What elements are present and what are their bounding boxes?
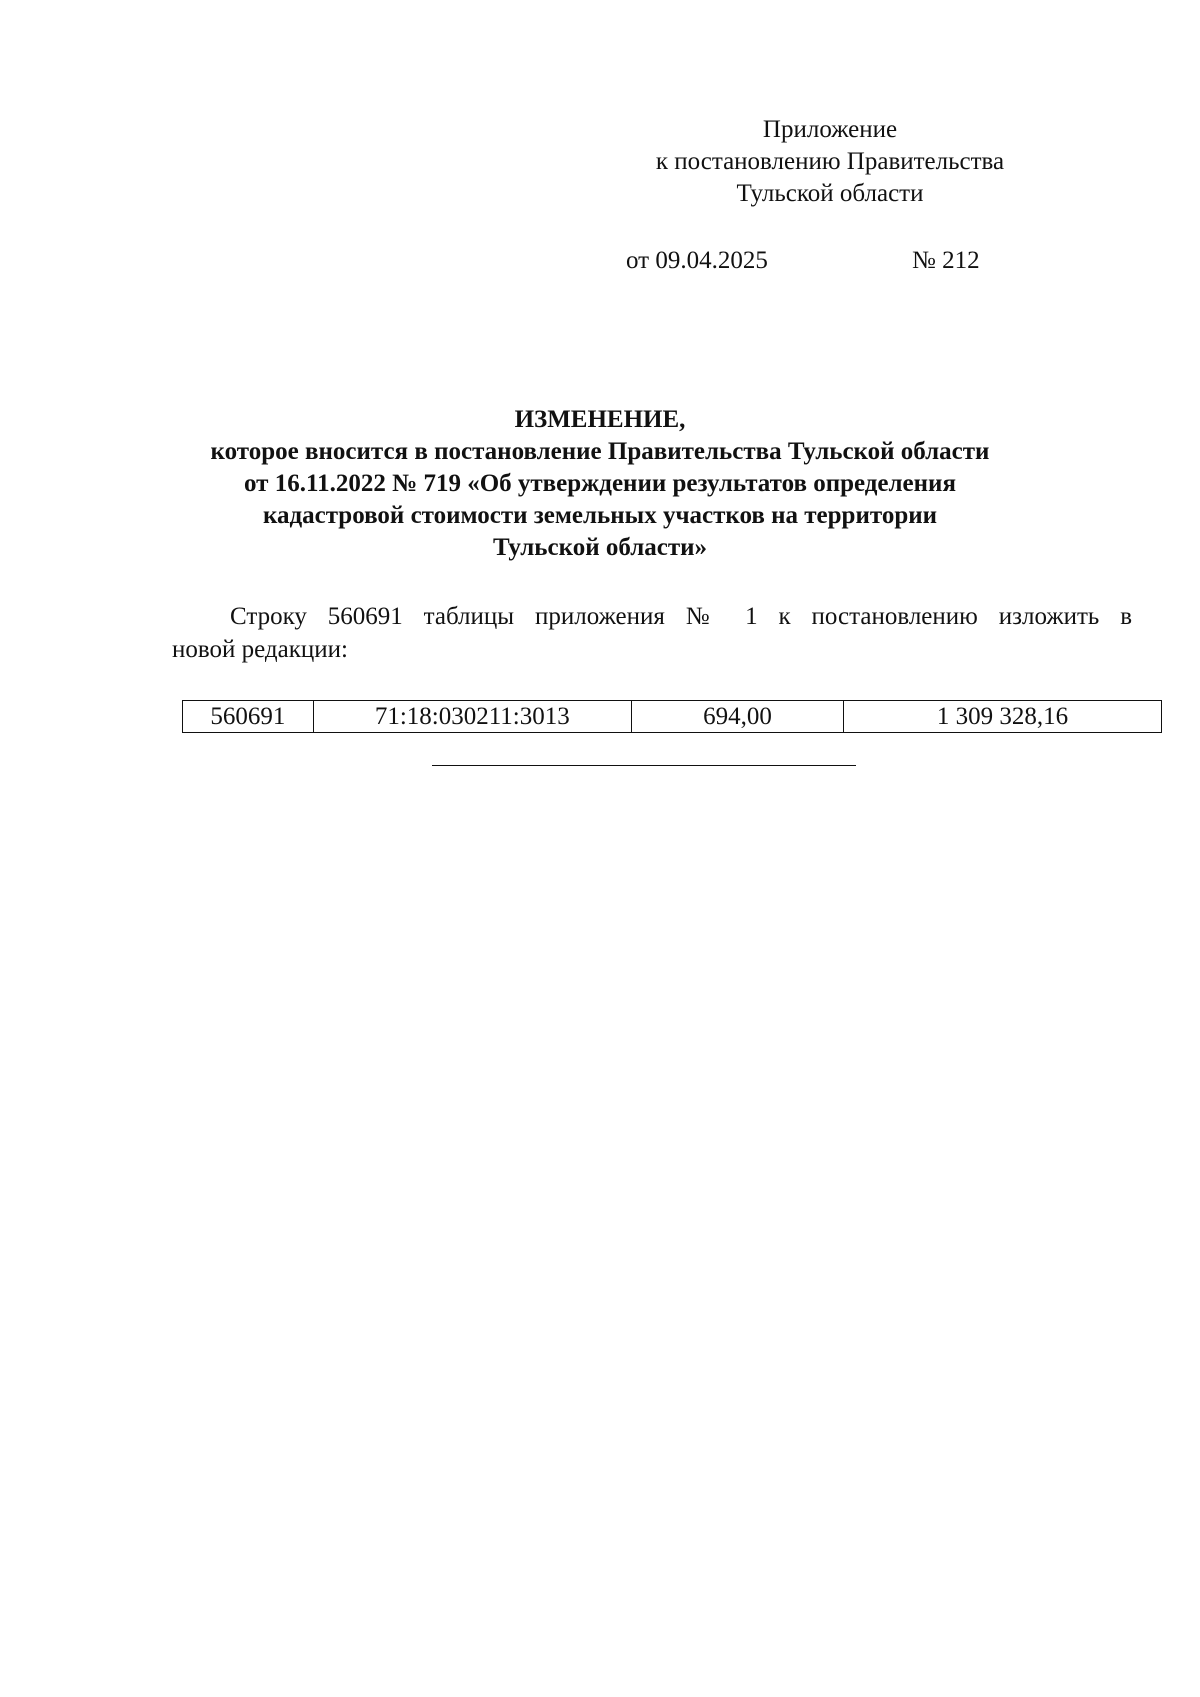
title-line: кадастровой стоимости земельных участков на территории [262,502,938,529]
appendix-line: Тульской области [736,180,924,207]
document-title [150,404,1050,564]
table-row [183,701,1162,733]
body-line: Строку 560691 таблицы приложения № 1 к постановлению изложить в [230,603,1132,630]
title-line: ИЗМЕНЕНИЕ, [514,406,686,433]
title-line: от 16.11.2022 № 719 «Об утверждении результатов определения [244,470,956,497]
end-divider [432,765,856,766]
body-paragraph [172,600,1132,666]
appendix-header [620,114,1040,210]
title-line: которое вносится в постановление Правительства Тульской области [210,438,990,465]
table-cell-cadastral-value: 1 309 328,16 [844,701,1162,733]
appendix-line: Приложение [762,116,898,143]
appendix-line: к постановлению Правительства [655,148,1005,175]
table-cell-cadastral-number: 71:18:030211:3013 [313,701,631,733]
body-line: новой редакции: [172,636,348,663]
data-table [182,700,1162,733]
decree-date: от 09.04.2025 [626,247,768,274]
table-cell-row-number: 560691 [183,701,314,733]
decree-number: № 212 [912,247,980,274]
title-line: Тульской области» [492,534,708,561]
decree-reference [626,244,1016,278]
table-cell-area: 694,00 [631,701,843,733]
